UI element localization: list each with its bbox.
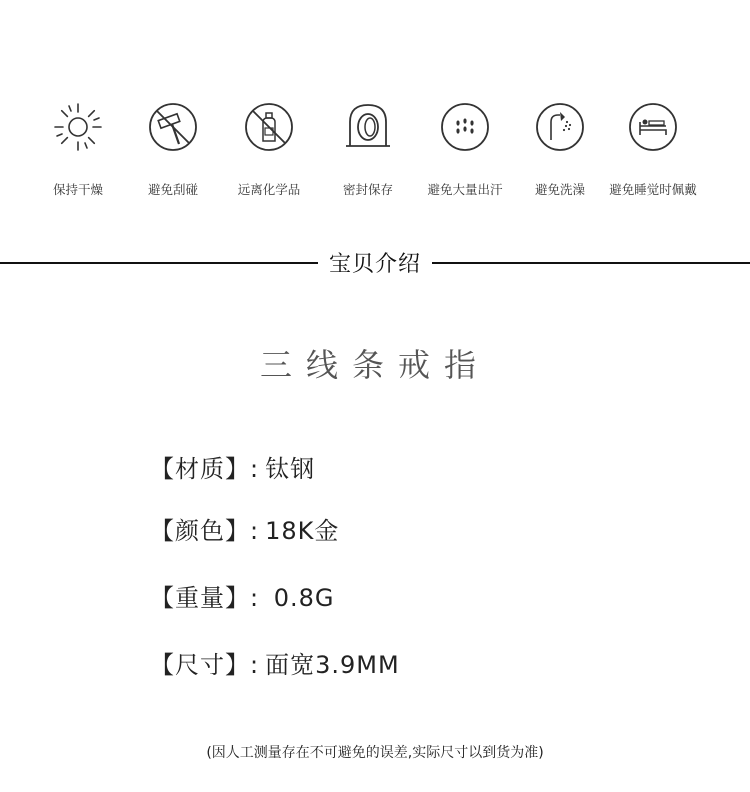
care-label: 避免刮碰 [147,182,198,197]
care-item-keep-from-chemicals [221,100,317,198]
spec-key: 【尺寸】 [150,651,250,679]
bed-icon [626,100,680,154]
care-label: 避免大量出汗 [427,182,503,197]
spec-value: 钛钢 [265,455,316,483]
care-label: 保持干燥 [52,182,103,197]
care-label: 避免洗澡 [534,182,585,197]
care-item-sealed-storage [320,100,416,198]
care-item-avoid-sleeping [605,100,701,198]
spec-weight [150,578,335,613]
spec-value: 面宽3.9MM [265,651,400,679]
section-divider-left [0,262,318,264]
spec-key: 【颜色】 [150,517,250,545]
spec-key: 【重量】 [150,584,250,612]
sweat-drops-icon [438,100,492,154]
spec-separator: : [250,651,260,679]
spec-value: 18K金 [265,517,340,545]
spec-separator: : [250,455,260,483]
hammer-prohibited-icon [146,100,200,154]
sealed-ring-icon [341,100,395,154]
care-item-avoid-scratch [125,100,221,198]
care-item-keep-dry [30,100,126,198]
care-label: 避免睡觉时佩戴 [609,182,697,197]
spec-separator: : [250,517,260,545]
care-item-avoid-sweat [417,100,513,198]
spec-size [150,645,400,680]
care-label: 远离化学品 [237,182,301,197]
shower-icon [533,100,587,154]
sun-icon [51,100,105,154]
spec-color [150,511,339,546]
chemical-bottle-prohibited-icon [242,100,296,154]
product-name: 三线条戒指 [259,346,490,384]
spec-separator: : [250,584,260,612]
spec-material [150,449,315,484]
spec-value: 0.8G [265,584,335,612]
care-label: 密封保存 [342,182,393,197]
care-item-avoid-bathing [512,100,608,198]
spec-key: 【材质】 [150,455,250,483]
care-instructions-row [0,100,750,200]
section-divider-right [432,262,750,264]
section-title: 宝贝介绍 [328,252,421,277]
measurement-note: (因人工测量存在不可避免的误差,实际尺寸以到货为准) [206,745,544,761]
